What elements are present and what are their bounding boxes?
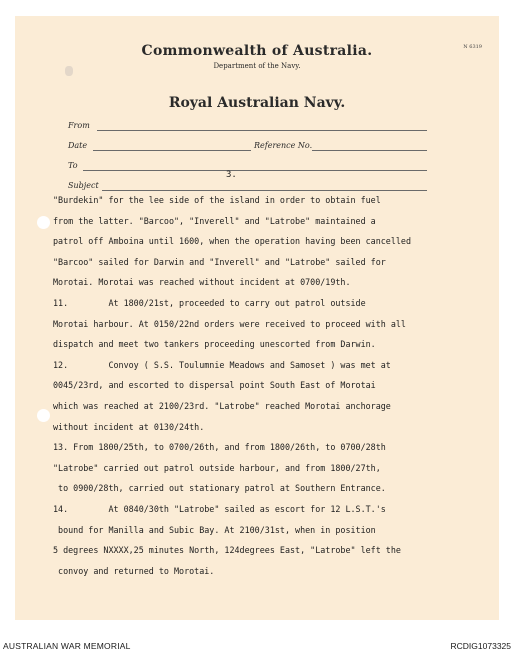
from-label: From <box>68 121 90 130</box>
typed-body-text <box>53 190 493 581</box>
punch-hole-top <box>37 216 50 229</box>
to-label: To <box>68 161 78 170</box>
reference-line <box>312 150 427 151</box>
body-line: bound for Manilla and Subic Bay. At 2100/31st, when in position <box>53 524 376 535</box>
body-line: patrol off Amboina until 1600, when the operation having been cancelled <box>53 236 411 247</box>
footer-record-id: RCDIG1073325 <box>450 641 511 651</box>
body-line: convoy and returned to Morotai. <box>53 565 215 576</box>
subject-label: Subject <box>68 181 99 190</box>
body-line: "Burdekin" for the lee side of the island in order to obtain fuel <box>53 195 381 205</box>
punch-hole-bottom <box>37 409 50 422</box>
body-line: 12. Convoy ( S.S. Toulumnie Meadows and Samoset ) was met at <box>53 359 391 370</box>
form-number: N 6319 <box>463 44 482 50</box>
letterhead-title: Commonwealth of Australia. <box>141 43 373 59</box>
body-line: "Latrobe" carried out patrol outside harbour, and from 1800/27th, <box>53 462 381 473</box>
reference-label: Reference No. <box>254 141 313 150</box>
body-line: 14. At 0840/30th "Latrobe" sailed as escort for 12 L.S.T.'s <box>53 503 386 514</box>
date-line <box>93 150 251 151</box>
body-line: dispatch and meet two tankers proceeding unescorted from Darwin. <box>53 339 376 350</box>
body-line: to 0900/28th, carried out stationary patrol at Southern Entrance. <box>53 483 386 494</box>
body-line: which was reached at 2100/23rd. "Latrobe" reached Morotai anchorage <box>53 400 391 411</box>
from-line <box>97 130 427 131</box>
letterhead-navy: Royal Australian Navy. <box>168 95 346 111</box>
body-line: Morotai harbour. At 0150/22nd orders were received to proceed with all <box>53 318 406 329</box>
body-line: without incident at 0130/24th. <box>53 421 205 432</box>
body-line: from the latter. "Barcoo", "Inverell" and "Latrobe" maintained a <box>53 215 376 226</box>
footer-credit: AUSTRALIAN WAR MEMORIAL <box>3 641 131 651</box>
body-line: 0045/23rd, and escorted to dispersal point South East of Morotai <box>53 380 376 391</box>
date-label: Date <box>68 141 88 150</box>
body-line: 13. From 1800/25th, to 0700/26th, and from 1800/26th, to 0700/28th <box>53 442 386 453</box>
letterhead-department: Department of the Navy. <box>213 62 301 70</box>
to-line <box>83 170 427 171</box>
page-number: 3. <box>226 170 237 180</box>
body-line: 11. At 1800/21st, proceeded to carry out patrol outside <box>53 297 366 308</box>
body-line: 5 degrees NXXXX,25 minutes North, 124degrees East, "Latrobe" left the <box>53 545 401 556</box>
body-line: "Barcoo" sailed for Darwin and "Inverell" and "Latrobe" sailed for <box>53 256 386 267</box>
body-line: Morotai. Morotai was reached without incident at 0700/19th. <box>53 277 351 288</box>
